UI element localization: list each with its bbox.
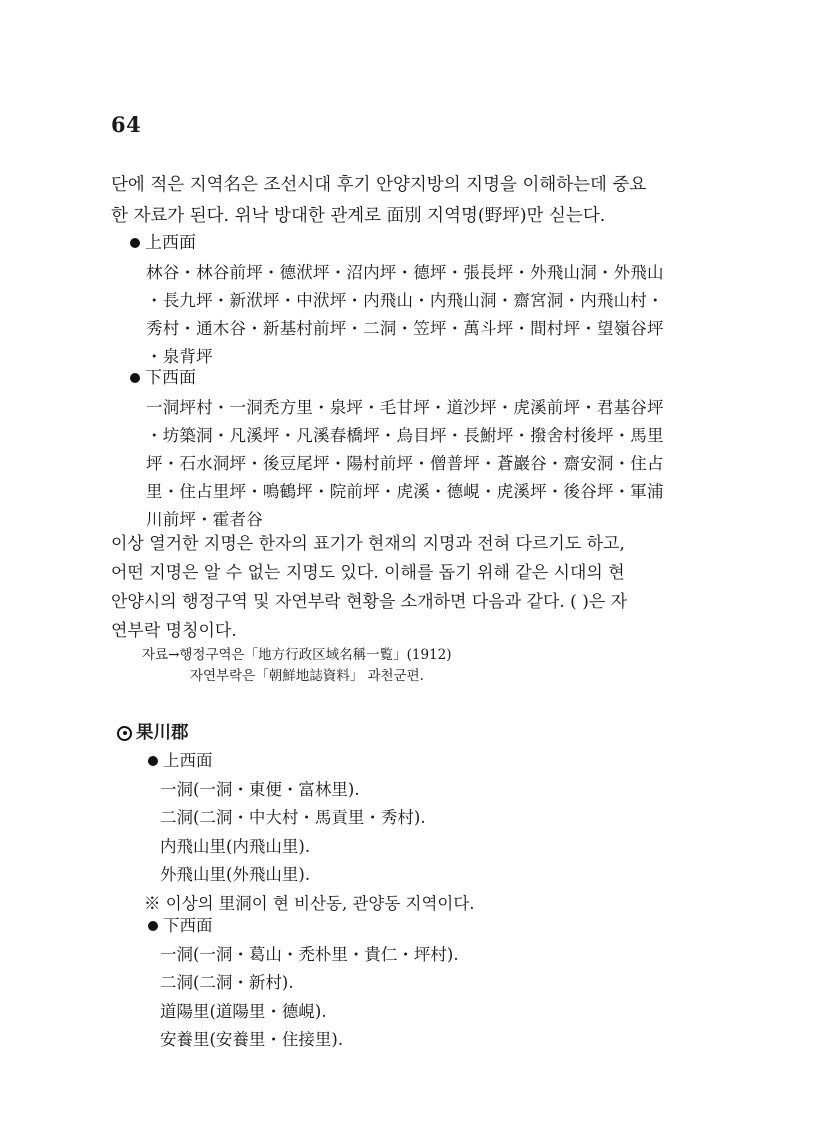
bullet-icon (130, 373, 140, 383)
place-name-line: 一洞坪村・一洞禿方里・泉坪・毛甘坪・道沙坪・虎溪前坪・君基谷坪 (146, 398, 664, 417)
bullet-icon (148, 756, 158, 766)
village-entry: 二洞(二洞・中大村・馬貢里・秀村). (160, 808, 426, 828)
place-name-line: 坪・石水洞坪・後豆尾坪・陽村前坪・僧普坪・蒼巖谷・齋安洞・住占 (146, 454, 664, 473)
source-note (142, 645, 452, 687)
section-heading-upper (128, 228, 196, 258)
body-line: 연부락 명칭이다. (111, 621, 237, 641)
place-name-line: 川前坪・霍者谷 (146, 510, 263, 529)
section-title: 下西面 (163, 916, 213, 935)
section-heading-lower (128, 363, 196, 393)
body-line: 어떤 지명은 알 수 없는 지명도 있다. 이해를 돕기 위해 같은 시대의 현 (111, 563, 625, 583)
bullet-icon (130, 238, 140, 248)
source-line: 자료→행정구역은「地方行政区域名稱一覧」(1912) (142, 647, 452, 663)
place-name-line: ・坊築洞・凡溪坪・凡溪春橋坪・烏目坪・長鮒坪・撥舍村後坪・馬里 (146, 426, 664, 445)
place-name-line: ・泉背坪 (146, 347, 213, 366)
county-title: 果川郡 (136, 723, 189, 743)
intro-line: 한 자료가 된다. 위낙 방대한 관계로 面別 지역명(野坪)만 싣는다. (111, 206, 606, 226)
village-entry: 外飛山里(外飛山里). (160, 865, 311, 885)
area-note: ※ 이상의 里洞이 현 비산동, 관양동 지역이다. (144, 893, 475, 913)
village-entry: 安養里(安養里・住接里). (160, 1030, 344, 1050)
village-entry: 道陽里(道陽里・德峴). (160, 1001, 327, 1021)
circle-dot-icon (117, 726, 132, 741)
section-title: 下西面 (145, 368, 196, 388)
section-title: 上西面 (163, 751, 213, 770)
village-entry: 一洞(一洞・葛山・禿朴里・貴仁・坪村). (160, 944, 459, 964)
intro-line: 단에 적은 지역名은 조선시대 후기 안양지방의 지명을 이해하는데 중요 (111, 175, 647, 195)
section-title: 上西面 (145, 233, 196, 253)
place-name-line: 林谷・林谷前坪・德洑坪・沼内坪・德坪・張長坪・外飛山洞・外飛山 (146, 263, 664, 282)
bullet-icon (148, 921, 158, 931)
body-line: 안양시의 행정구역 및 자연부락 현황을 소개하면 다음과 같다. ( )은 자 (111, 592, 628, 612)
village-entry: 一洞(一洞・東便・富林里). (160, 779, 360, 799)
source-line: 자연부락은「朝鮮地誌資料」 과천군편. (190, 668, 424, 684)
place-name-line: 秀村・通木谷・新基村前坪・二洞・笠坪・萬斗坪・間村坪・望嶺谷坪 (146, 319, 664, 338)
county-upper-section (146, 747, 475, 919)
village-entry: 内飛山里(内飛山里). (160, 836, 311, 856)
body-paragraph (111, 530, 737, 646)
county-lower-section (146, 912, 459, 1055)
place-name-line: 里・住占里坪・鳴鶴坪・院前坪・虎溪・德峴・虎溪坪・後谷坪・軍浦 (146, 482, 664, 501)
intro-paragraph (111, 170, 731, 232)
place-name-list-lower (146, 394, 734, 534)
body-line: 이상 열거한 지명은 한자의 표기가 현재의 지명과 전혀 다르기도 하고, (111, 534, 625, 554)
page-number: 64 (111, 112, 142, 137)
place-name-list-upper (146, 259, 734, 371)
county-heading (117, 718, 189, 748)
village-entry: 二洞(二洞・新村). (160, 973, 294, 993)
place-name-line: ・長九坪・新洑坪・中洑坪・内飛山・内飛山洞・齋宮洞・内飛山村・ (146, 291, 664, 310)
